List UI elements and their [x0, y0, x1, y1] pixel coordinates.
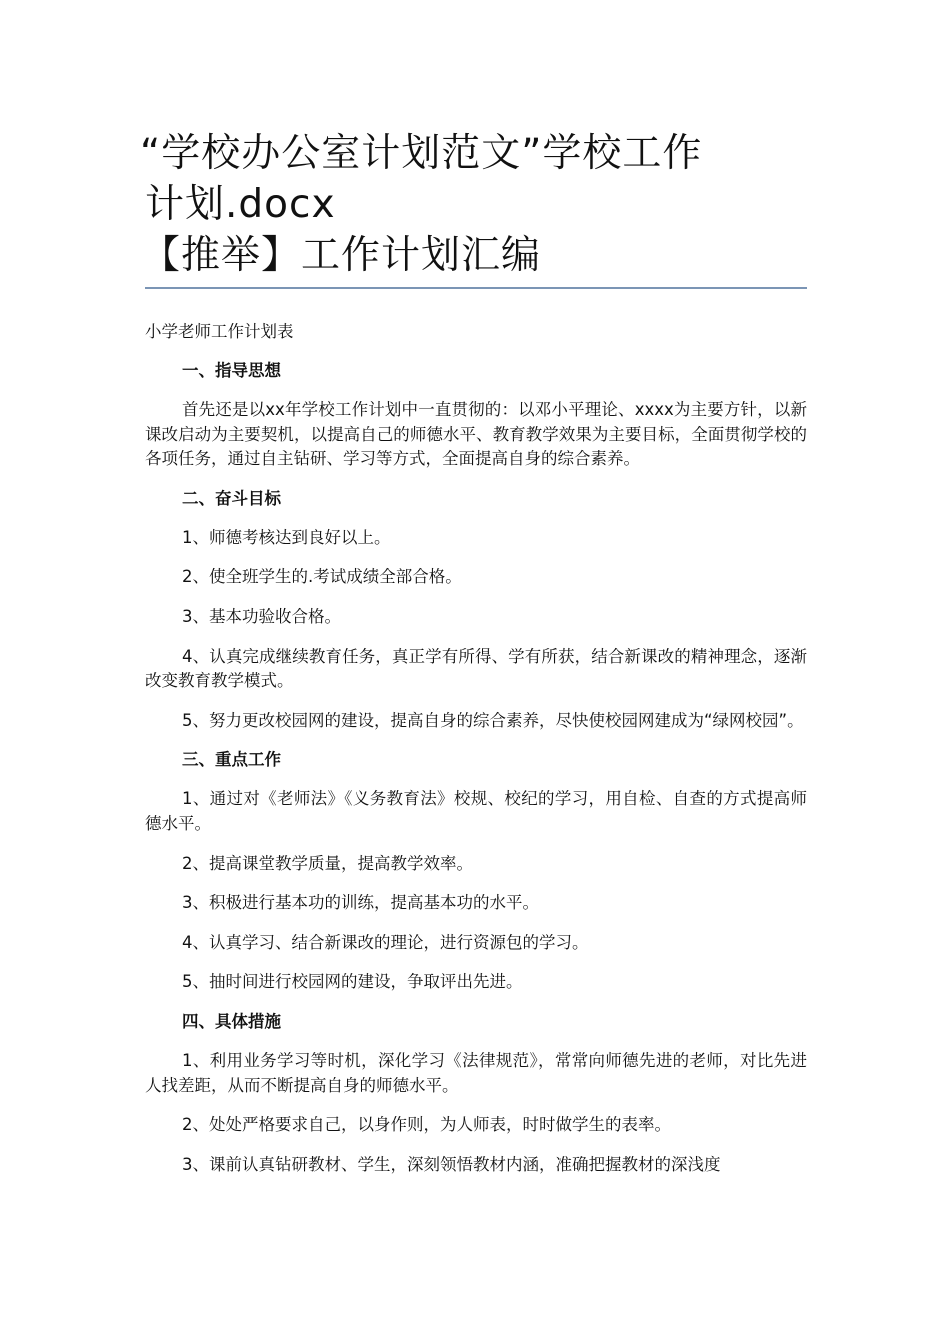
paragraph: 5、努力更改校园网的建设，提高自身的综合素养，尽快使校园网建成为“绿网校园”。 — [182, 710, 804, 730]
paragraph: 2、提高课堂教学质量，提高教学效率。 — [182, 853, 473, 873]
paragraph: 首先还是以xx年学校工作计划中一直贯彻的：以邓小平理论、xxxx为主要方针，以新课改启动为主要契机，以提高自己的师德水平、教育教学效果为主要目标，全面贯彻学校的各项任务，通过自主钻研、学习等方式，全面提高自身的综合素养。 — [145, 400, 807, 469]
document-title-line-3: 【推举】工作计划汇编 — [141, 233, 542, 278]
section-heading-measures: 四、具体措施 — [182, 1011, 281, 1031]
paragraph: 4、认真完成继续教育任务，真正学有所得、学有所获，结合新课改的精神理念，逐渐改变教育教学模式。 — [145, 646, 807, 691]
document-title-line-2: 计划.docx — [145, 182, 336, 227]
paragraph: 1、利用业务学习等时机，深化学习《法律规范》，常常向师德先进的老师，对比先进人找差距，从而不断提高自身的师德水平。 — [145, 1050, 807, 1095]
section-heading-goals: 二、奋斗目标 — [182, 488, 281, 508]
paragraph: 3、基本功验收合格。 — [182, 606, 341, 626]
paragraph: 4、认真学习、结合新课改的理论，进行资源包的学习。 — [182, 932, 589, 952]
paragraph: 5、抽时间进行校园网的建设，争取评出先进。 — [182, 972, 523, 992]
paragraph: 1、师德考核达到良好以上。 — [182, 527, 391, 547]
document-title-block — [140, 128, 807, 289]
paragraph: 2、处处严格要求自己，以身作则，为人师表，时时做学生的表率。 — [182, 1115, 671, 1135]
paragraph: 3、积极进行基本功的训练，提高基本功的水平。 — [182, 893, 539, 913]
paragraph: 2、使全班学生的.考试成绩全部合格。 — [182, 567, 462, 587]
document-subtitle: 小学老师工作计划表 — [145, 322, 294, 341]
document-title-line-1: “学校办公室计划范文”学校工作 — [140, 131, 703, 176]
document-page — [140, 0, 807, 1177]
paragraph: 3、课前认真钻研教材、学生，深刻领悟教材内涵，准确把握教材的深浅度 — [182, 1154, 721, 1174]
section-heading-guiding-ideology: 一、指导思想 — [182, 361, 281, 380]
section-heading-key-work: 三、重点工作 — [182, 750, 281, 770]
paragraph: 1、通过对《老师法》《义务教育法》校规、校纪的学习，用自检、自查的方式提高师德水平。 — [145, 789, 807, 833]
